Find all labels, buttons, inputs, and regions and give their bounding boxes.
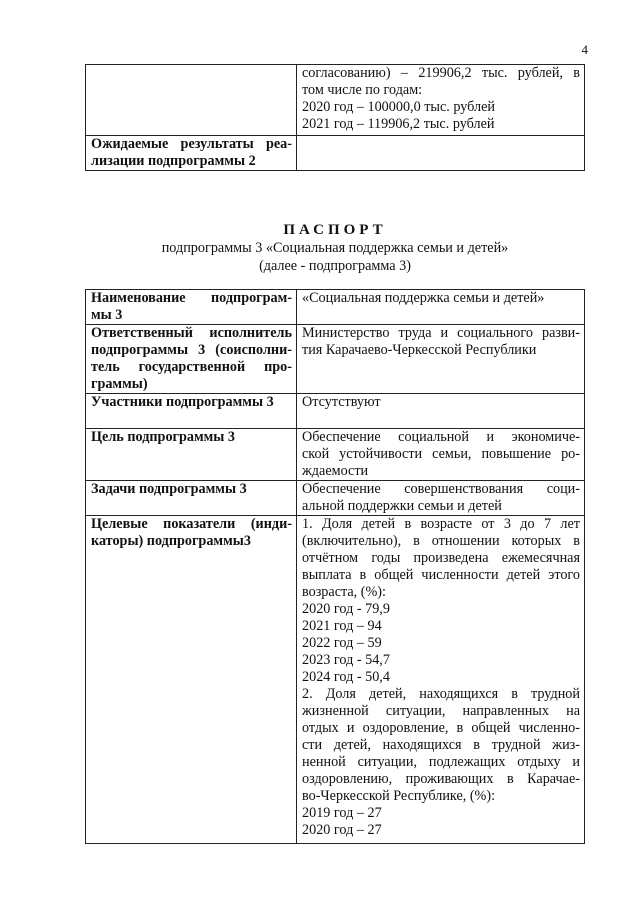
- text-line: мы 3: [91, 307, 123, 323]
- text-line: 2019 год – 27: [302, 805, 382, 821]
- text-line: во-Черкесской Республике, (%):: [302, 788, 496, 804]
- text-line: граммы): [91, 376, 148, 392]
- text-line: жизненной ситуации, направленных на: [302, 703, 580, 719]
- text-line: Ответственный исполнитель: [91, 325, 292, 341]
- text-line: тия Карачаево-Черкесской Республики: [302, 342, 537, 358]
- text-line: тель государственной про-: [91, 359, 292, 375]
- table-row: [86, 65, 585, 136]
- text-line: альной поддержки семьи и детей: [302, 498, 502, 514]
- text-line: Ожидаемые результаты реа-: [91, 136, 292, 152]
- passport-table: [85, 289, 585, 844]
- text-line: 2020 год – 27: [302, 822, 382, 838]
- text-line: 1. Доля детей в возрасте от 3 до 7 лет: [302, 516, 580, 532]
- passport-subtitle: [0, 239, 640, 275]
- text-line: Министерство труда и социального разви-: [302, 325, 580, 341]
- text-line: Цель подпрограммы 3: [91, 429, 236, 445]
- text-line: (включительно), в отношении которых в: [302, 533, 580, 549]
- financing-cell: [297, 65, 585, 136]
- text-line: оздоровлению, проживающих в Карачае-: [302, 771, 580, 787]
- text-line: Наименование подпрограм-: [91, 290, 292, 306]
- text-line: ждаемости: [302, 463, 369, 479]
- text-line: лизации подпрограммы 2: [91, 153, 256, 169]
- text-line: Обеспечение совершенствования соци-: [302, 481, 580, 497]
- row-value: [297, 481, 585, 516]
- text-line: 2020 год - 79,9: [302, 601, 390, 617]
- table-cell-empty: [86, 65, 297, 136]
- text-line: 2022 год – 59: [302, 635, 382, 651]
- row-label: [86, 429, 297, 481]
- text-line: отдых и оздоровление, в общей численно-: [302, 720, 580, 736]
- subtitle-line: подпрограммы 3 «Социальная поддержка семьи и детей»: [161, 240, 509, 256]
- row-label: [86, 394, 297, 429]
- row-value: [297, 394, 585, 429]
- text-line: том числе по годам:: [302, 82, 423, 98]
- table-row: [86, 136, 585, 171]
- continuation-table: [85, 64, 585, 171]
- text-line: каторы) подпрограммы3: [91, 533, 251, 549]
- row-label: [86, 290, 297, 325]
- text-line: согласованию) – 219906,2 тыс. рублей, в: [302, 65, 580, 81]
- text-line: выплата в общей численности детей этого: [302, 567, 580, 583]
- table-row-participants: [86, 394, 585, 429]
- subtitle-line: (далее - подпрограмма 3): [259, 258, 411, 274]
- text-line: сти детей, находящихся в трудной жиз-: [302, 737, 580, 753]
- text-line: подпрограммы 3 (соисполни-: [91, 342, 292, 358]
- text-line: ской устойчивости семьи, повышение ро-: [302, 446, 580, 462]
- row-label: [86, 325, 297, 394]
- text-line: Участники подпрограммы 3: [91, 394, 274, 410]
- table-row-goal: [86, 429, 585, 481]
- row-value: [297, 290, 585, 325]
- text-line: 2023 год - 54,7: [302, 652, 390, 668]
- text-line: 2021 год – 119906,2 тыс. рублей: [302, 116, 495, 132]
- text-line: отчётном годы произведена ежемесячная: [302, 550, 580, 566]
- text-line: Целевые показатели (инди-: [91, 516, 292, 532]
- text-line: 2021 год – 94: [302, 618, 382, 634]
- text-line: Обеспечение социальной и экономиче-: [302, 429, 580, 445]
- text-line: 2020 год – 100000,0 тыс. рублей: [302, 99, 495, 115]
- page-number: 4: [581, 42, 588, 57]
- text-line: Задачи подпрограммы 3: [91, 481, 247, 497]
- table-row-executor: [86, 325, 585, 394]
- text-line: 2024 год - 50,4: [302, 669, 390, 685]
- row-value: [297, 516, 585, 844]
- passport-title: ПАСПОРТ: [283, 222, 387, 238]
- row-value: [297, 325, 585, 394]
- table-row-indicators: [86, 516, 585, 844]
- text-line: Отсутствуют: [302, 394, 381, 410]
- table-row-tasks: [86, 481, 585, 516]
- table-row-name: [86, 290, 585, 325]
- row-value: [297, 429, 585, 481]
- text-line: 2. Доля детей, находящихся в трудной: [302, 686, 580, 702]
- row-label: [86, 481, 297, 516]
- expected-results-value: [297, 136, 585, 171]
- text-line: «Социальная поддержка семьи и детей»: [302, 290, 545, 306]
- row-label: [86, 516, 297, 844]
- text-line: ненной ситуации, подлежащих отдыху и: [302, 754, 580, 770]
- expected-results-label: [86, 136, 297, 171]
- text-line: возраста, (%):: [302, 584, 386, 600]
